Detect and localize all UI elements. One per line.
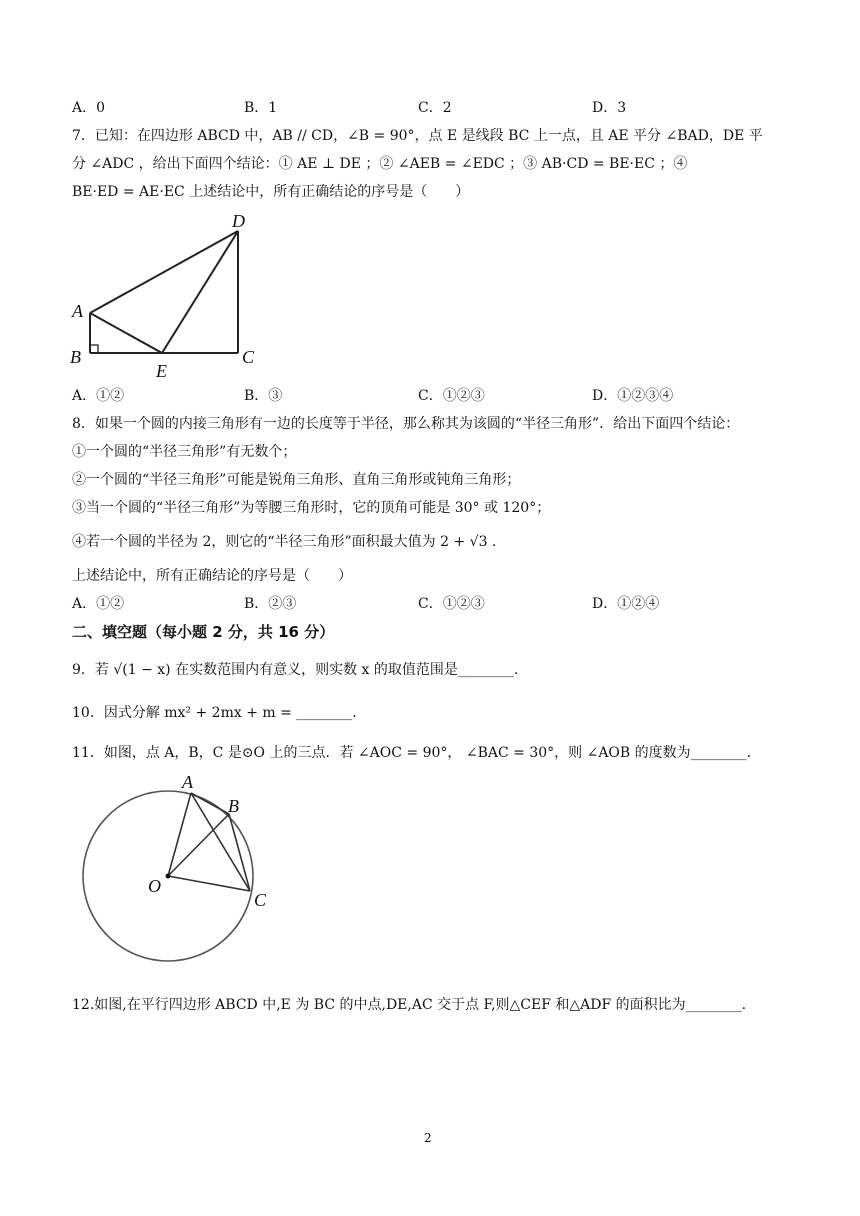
q7-option-b: B．③ bbox=[244, 388, 283, 404]
q11-segment-bc bbox=[229, 814, 250, 891]
q7-option-a: A．①② bbox=[72, 388, 125, 404]
q11-figure bbox=[70, 770, 290, 970]
q7-option-d: D．①②③④ bbox=[592, 388, 674, 404]
q7-label-b: B bbox=[70, 347, 81, 367]
section-title: 二、填空题（每小题 2 分，共 16 分） bbox=[72, 623, 335, 641]
q7-label-c: C bbox=[242, 347, 255, 367]
q7-right-angle-mark bbox=[90, 345, 98, 353]
q7-label-e: E bbox=[156, 361, 167, 381]
q7-option-c: C．①②③ bbox=[418, 388, 485, 404]
q8-option-c: C．①②③ bbox=[418, 596, 485, 612]
q6-option-a: A．0 bbox=[72, 100, 106, 116]
q7-segment-de bbox=[162, 231, 238, 353]
q11-segment-ac bbox=[191, 793, 250, 891]
q11-label-c: C bbox=[254, 890, 267, 910]
q8-item-1: ①一个圆的“半径三角形”有无数个； bbox=[72, 444, 297, 460]
q8-item-2: ②一个圆的“半径三角形”可能是锐角三角形、直角三角形或钝角三角形； bbox=[72, 472, 521, 488]
q11-segment-oc bbox=[168, 876, 250, 891]
q11-center-dot bbox=[166, 874, 171, 879]
q6-option-c: C．2 bbox=[418, 100, 452, 116]
q7-label-a: A bbox=[72, 301, 83, 321]
q7-segment-ae bbox=[90, 313, 162, 353]
q8-option-b: B．②③ bbox=[244, 596, 297, 612]
q8-ask: 上述结论中，所有正确结论的序号是（ ） bbox=[72, 568, 352, 584]
q11-label-b: B bbox=[228, 796, 239, 816]
q8-option-d: D．①②④ bbox=[592, 596, 660, 612]
q6-option-d: D．3 bbox=[592, 100, 627, 116]
q12-text: 12.如图,在平行四边形 ABCD 中,E 为 BC 的中点,DE,AC 交于点 F,则△CEF 和△ADF 的面积比为________. bbox=[72, 997, 747, 1013]
q6-option-b: B．1 bbox=[244, 100, 278, 116]
q10-text: 10．因式分解 mx² + 2mx + m = ________. bbox=[72, 705, 357, 721]
q7-line-2: 分 ∠ADC ，给出下面四个结论：① AE ⊥ DE ；② ∠AEB = ∠EDC ；③ AB·CD = BE·EC ；④ bbox=[72, 156, 688, 172]
q8-line-1: 8．如果一个圆的内接三角形有一边的长度等于半径，那么称其为该圆的“半径三角形”．给出下面四个结论： bbox=[72, 416, 740, 432]
q7-label-d: D bbox=[232, 211, 245, 231]
q8-option-a: A．①② bbox=[72, 596, 125, 612]
q11-label-o: O bbox=[148, 876, 161, 896]
page-number: 2 bbox=[424, 1131, 432, 1145]
q7-segment-ad bbox=[90, 231, 238, 313]
q8-item-3: ③当一个圆的“半径三角形”为等腰三角形时，它的顶角可能是 30° 或 120°； bbox=[72, 500, 551, 516]
q8-item-4: ④若一个圆的半径为 2，则它的“半径三角形”面积最大值为 2 + √3 . bbox=[72, 534, 497, 550]
q9-text: 9．若 √(1 − x) 在实数范围内有意义，则实数 x 的取值范围是________. bbox=[72, 662, 519, 678]
q11-text: 11．如图，点 A，B，C 是⊙O 上的三点．若 ∠AOC = 90°， ∠BAC = 30°，则 ∠AOB 的度数为________. bbox=[72, 745, 752, 761]
q7-line-1: 7．已知：在四边形 ABCD 中，AB // CD，∠B = 90°，点 E 是线段 BC 上一点，且 AE 平分 ∠BAD，DE 平 bbox=[72, 128, 763, 144]
q7-figure bbox=[60, 205, 280, 385]
q11-label-a: A bbox=[182, 772, 193, 792]
q7-line-3: BE·ED = AE·EC 上述结论中，所有正确结论的序号是（ ） bbox=[72, 184, 470, 200]
